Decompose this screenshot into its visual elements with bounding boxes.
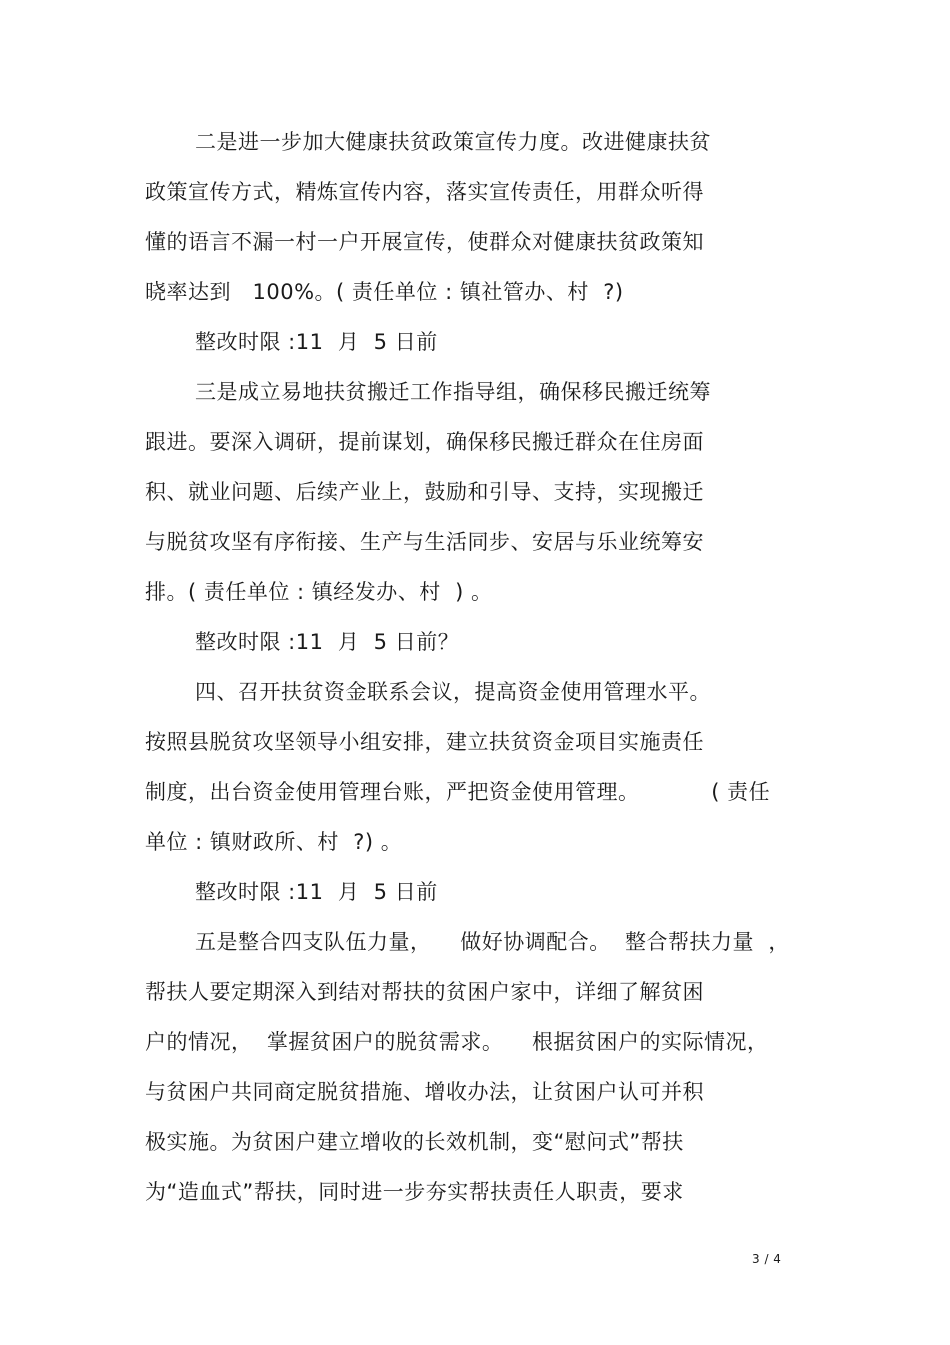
- paragraph-line: 四、召开扶贫资金联系会议，提高资金使用管理水平。: [195, 680, 711, 704]
- paragraph-line: 政策宣传方式，精炼宣传内容，落实宣传责任，用群众听得: [145, 180, 704, 204]
- paragraph-line: 三是成立易地扶贫搬迁工作指导组，确保移民搬迁统筹: [195, 380, 711, 404]
- paragraph-line: 制度，出台资金使用管理台账，严把资金使用管理。 ( 责任: [145, 780, 771, 804]
- paragraph-line: 帮扶人要定期深入到结对帮扶的贫困户家中，详细了解贫困: [145, 980, 704, 1004]
- paragraph-line: 积、就业问题、后续产业上，鼓励和引导、支持，实现搬迁: [145, 480, 704, 504]
- paragraph-line: 跟进。要深入调研，提前谋划，确保移民搬迁群众在住房面: [145, 430, 704, 454]
- deadline-line: 整改时限 :11 月 5 日前: [195, 330, 438, 354]
- paragraph-line: 单位 : 镇财政所、村 ?) 。: [145, 830, 403, 854]
- paragraph-line: 极实施。为贫困户建立增收的长效机制，变“慰问式”帮扶: [145, 1130, 684, 1154]
- paragraph-line: 与贫困户共同商定脱贫措施、增收办法，让贫困户认可并积: [145, 1080, 704, 1104]
- paragraph-line: 按照县脱贫攻坚领导小组安排，建立扶贫资金项目实施责任: [145, 730, 704, 754]
- paragraph-line: 懂的语言不漏一村一户开展宣传，使群众对健康扶贫政策知: [145, 230, 704, 254]
- paragraph-line: 为“造血式”帮扶，同时进一步夯实帮扶责任人职责，要求: [145, 1180, 684, 1204]
- deadline-line: 整改时限 :11 月 5 日前: [195, 880, 438, 904]
- deadline-line: 整改时限 :11 月 5 日前？: [195, 630, 460, 654]
- paragraph-line: 五是整合四支队伍力量， 做好协调配合。 整合帮扶力量 ，: [195, 930, 790, 954]
- paragraph-line: 户的情况， 掌握贫困户的脱贫需求。 根据贫困户的实际情况，: [145, 1030, 769, 1054]
- paragraph-line: 二是进一步加大健康扶贫政策宣传力度。改进健康扶贫: [195, 130, 711, 154]
- paragraph-line: 排。( 责任单位 : 镇经发办、村 ) 。: [145, 580, 493, 604]
- paragraph-line: 与脱贫攻坚有序衔接、生产与生活同步、安居与乐业统筹安: [145, 530, 704, 554]
- page-number: 3 / 4: [752, 1252, 782, 1266]
- paragraph-line: 晓率达到 100%。( 责任单位 : 镇社管办、村 ?): [145, 280, 624, 304]
